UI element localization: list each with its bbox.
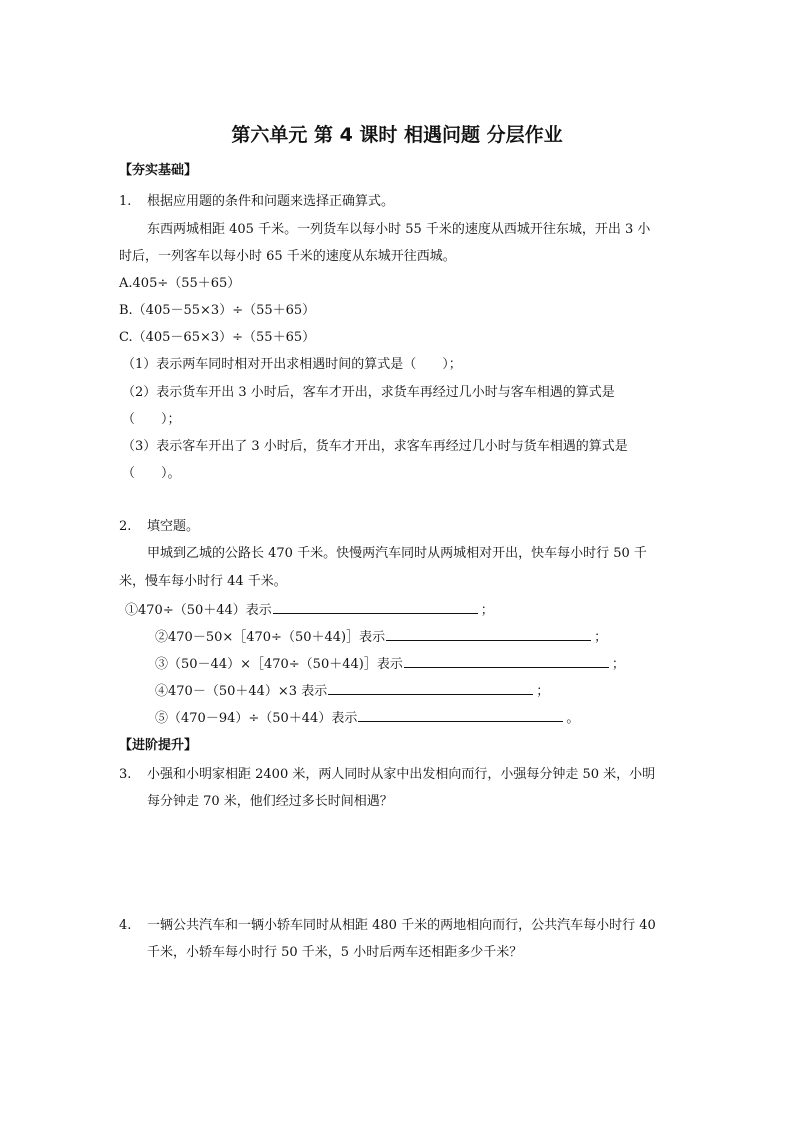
question-4	[119, 918, 656, 934]
section-basic-heading: 【夯实基础】	[119, 163, 198, 178]
question-number: 2.	[119, 519, 132, 534]
question-number: 1.	[119, 194, 132, 209]
fill-item-end: ；	[594, 630, 608, 645]
fill-item-text: ④470－（50＋44）×3 表示	[155, 684, 328, 699]
fill-item-text: ⑤（470－94）÷（50＋44）表示	[155, 711, 358, 726]
answer-blank[interactable]	[404, 655, 609, 668]
q1-sub-question-2-line-2: （ ）；	[122, 412, 181, 427]
page-title: 第六单元 第 4 课时 相遇问题 分层作业	[231, 124, 563, 146]
question-line-1: 一辆公共汽车和一辆小轿车同时从相距 480 千米的两地相向而行，公共汽车每小时行 40	[147, 918, 656, 933]
q2-fill-item-3	[155, 655, 625, 673]
answer-blank[interactable]	[273, 601, 478, 614]
answer-blank[interactable]	[328, 682, 533, 695]
q1-stem-line-2: 时后，一列客车以每小时 65 千米的速度从东城开往西城。	[119, 249, 456, 264]
q1-sub-question-3-line-1: （3）表示客车开出了 3 小时后，货车才开出，求客车再经过几小时与货车相遇的算式是	[122, 439, 628, 454]
q2-stem-line-1: 甲城到乙城的公路长 470 千米。快慢两汽车同时从两城相对开出，快车每小时行 50 千	[147, 546, 647, 561]
q1-sub-question-1: （1）表示两车同时相对开出求相遇时间的算式是（ ）；	[122, 357, 462, 372]
fill-item-text: ③（50－44）×［470÷（50＋44)］表示	[155, 657, 403, 672]
fill-item-end: ；	[611, 657, 625, 672]
q1-sub-question-3-line-2: （ ）。	[122, 466, 181, 481]
question-prompt: 根据应用题的条件和问题来选择正确算式。	[147, 194, 395, 209]
q2-fill-item-1	[125, 601, 494, 619]
q1-sub-question-2-line-1: （2）表示货车开出 3 小时后，客车才开出，求货车再经过几小时与客车相遇的算式是	[122, 385, 615, 400]
question-number: 4.	[119, 918, 132, 933]
q2-stem-line-2: 米，慢车每小时行 44 千米。	[119, 574, 287, 589]
q1-option-a: A.405÷（55＋65）	[119, 276, 241, 291]
question-1	[119, 194, 394, 210]
answer-blank[interactable]	[358, 709, 563, 722]
q3-line-2: 每分钟走 70 米，他们经过多长时间相遇？	[147, 794, 393, 809]
q4-line-2: 千米，小轿车每小时行 50 千米，5 小时后两车还相距多少千米？	[147, 945, 523, 960]
q2-fill-item-2	[155, 628, 607, 646]
answer-blank[interactable]	[386, 628, 591, 641]
fill-item-text: ①470÷（50＋44）表示	[125, 603, 272, 618]
q2-fill-item-4	[155, 682, 549, 700]
q2-fill-item-5	[155, 709, 579, 727]
question-line-1: 小强和小明家相距 2400 米，两人同时从家中出发相向而行，小强每分钟走 50 米，小明	[147, 767, 656, 782]
fill-item-end: 。	[566, 711, 580, 726]
section-advanced-heading: 【进阶提升】	[119, 738, 198, 753]
q1-option-b: B.（405－55×3）÷（55＋65）	[119, 303, 316, 318]
fill-item-text: ②470－50×［470÷（50＋44)］表示	[155, 630, 386, 645]
question-prompt: 填空题。	[147, 519, 200, 534]
question-number: 3.	[119, 767, 132, 782]
q1-option-c: C.（405－65×3）÷（55＋65）	[119, 330, 316, 345]
fill-item-end: ；	[480, 603, 494, 618]
question-2	[119, 519, 199, 535]
q1-stem-line-1: 东西两城相距 405 千米。一列货车以每小时 55 千米的速度从西城开往东城，开出 3 小	[147, 222, 651, 237]
fill-item-end: ；	[536, 684, 550, 699]
question-3	[119, 767, 655, 783]
